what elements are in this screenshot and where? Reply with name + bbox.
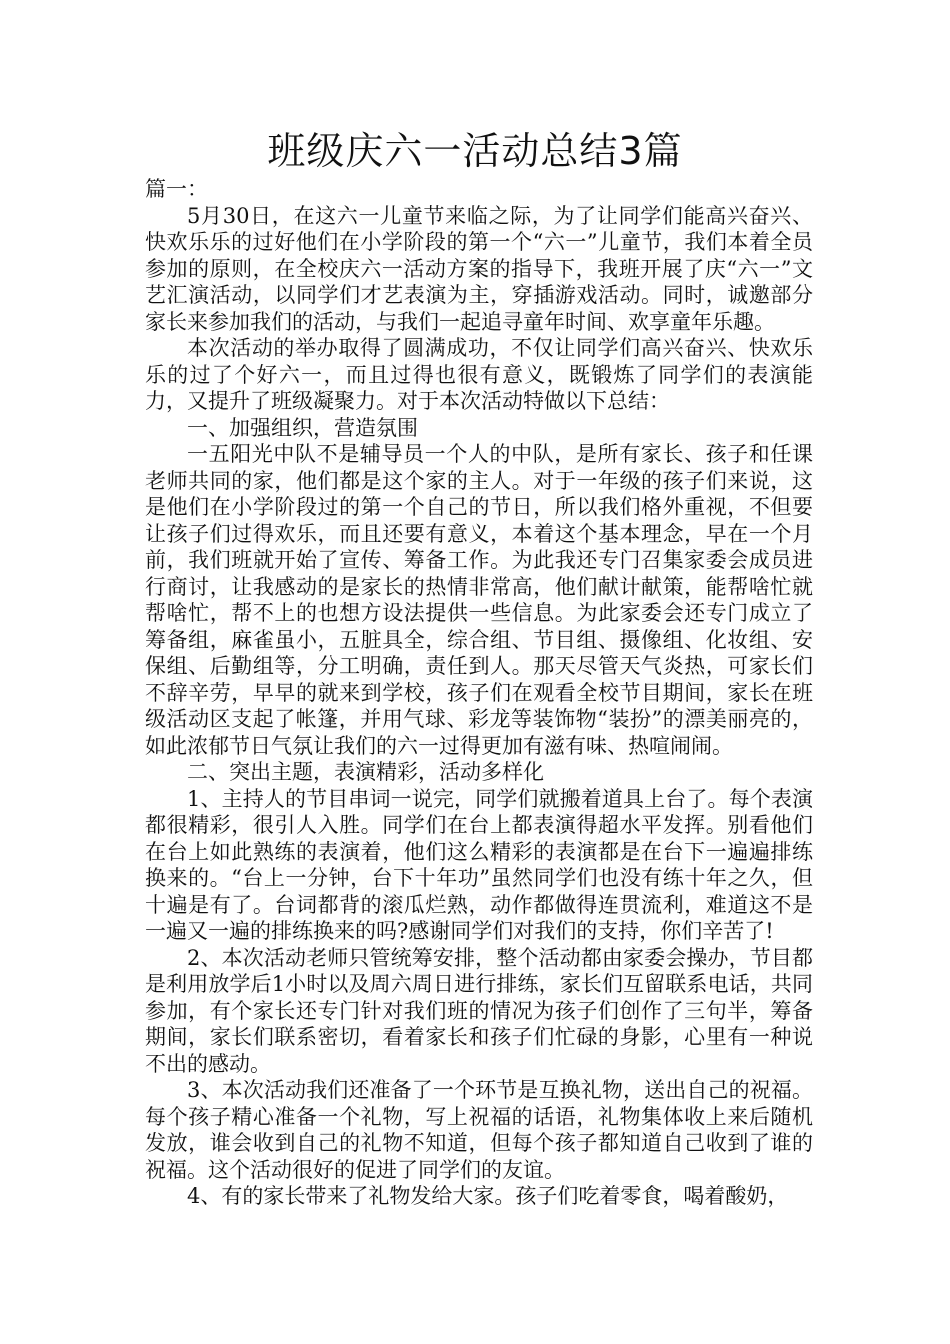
paragraph-point-4: 4、有的家长带来了礼物发给大家。孩子们吃着零食，喝着酸奶， [187, 1184, 789, 1208]
subheading-organization: 一、加强组织，营造氛围 [187, 415, 418, 440]
document-title: 班级庆六一活动总结3篇 [267, 129, 683, 173]
paragraph-point-3: 3、本次活动我们还准备了一个环节是互换礼物，送出自己的祝福。每个孩子精心准备一个礼物，写上祝福的话语，礼物集体收上来后随机发放，谁会收到自己的礼物不知道，但每个孩子都知道自己收到了谁的祝福。这个活动很好的促进了同学们的友谊。 [145, 1078, 813, 1182]
paragraph-point-1: 1、主持人的节目串词一说完，同学们就搬着道具上台了。每个表演都很精彩，很引人入胜。同学们在台上都表演得超水平发挥。别看他们在台上如此熟练的表演着，他们这么精彩的表演都是在台下一遍遍排练换来的。“台上一分钟，台下十年功”虽然同学们也没有练十年之久，但十遍是有了。台词都背的滚瓜烂熟，动作都做得连贯流利，难道这不是一遍又一遍的排练换来的吗?感谢同学们对我们的支持，你们辛苦了! [145, 786, 813, 943]
document-body [145, 176, 813, 1210]
section-heading-part-one: 篇一： [145, 177, 208, 201]
paragraph-point-2: 2、本次活动老师只管统筹安排，整个活动都由家委会操办，节目都是利用放学后1小时以及周六周日进行排练，家长们互留联系电话，共同参加，有个家长还专门针对我们班的情况为孩子们创作了三句半，筹备期间，家长们联系密切，看着家长和孩子们忙碌的身影，心里有一种说不出的感动。 [145, 945, 813, 1076]
paragraph-summary: 本次活动的举办取得了圆满成功，不仅让同学们高兴奋兴、快欢乐乐的过了个好六一，而且过得也很有意义，既锻炼了同学们的表演能力，又提升了班级凝聚力。对于本次活动特做以下总结： [145, 336, 813, 413]
paragraph-organization: 一五阳光中队不是辅导员一个人的中队，是所有家长、孩子和任课老师共同的家，他们都是这个家的主人。对于一年级的孩子们来说，这是他们在小学阶段过的第一个自己的节日，所以我们格外重视，不但要让孩子们过得欢乐，而且还要有意义，本着这个基本理念，早在一个月前，我们班就开始了宣传、筹备工作。为此我还专门召集家委会成员进行商讨，让我感动的是家长的热情非常高，他们献计献策，能帮啥忙就帮啥忙，帮不上的也想方设法提供一些信息。为此家委会还专门成立了筹备组，麻雀虽小，五脏具全，综合组、节目组、摄像组、化妆组、安保组、后勤组等，分工明确，责任到人。那天尽管天气炎热，可家长们不辞辛劳，早早的就来到学校，孩子们在观看全校节目期间，家长在班级活动区支起了帐篷，并用气球、彩龙等装饰物“装扮”的漂美丽亮的，如此浓郁节日气氛让我们的六一过得更加有滋有味、热喧闹闹。 [145, 442, 813, 758]
subheading-theme: 二、突出主题，表演精彩，活动多样化 [187, 760, 544, 784]
paragraph-intro: 5月30日，在这六一儿童节来临之际，为了让同学们能高兴奋兴、快欢乐乐的过好他们在小学阶段的第一个“六一”儿童节，我们本着全员参加的原则，在全校庆六一活动方案的指导下，我班开展了庆“六一”文艺汇演活动，以同学们才艺表演为主，穿插游戏活动。同时，诚邀部分家长来参加我们的活动，与我们一起追寻童年时间、欢享童年乐趣。 [145, 203, 813, 334]
